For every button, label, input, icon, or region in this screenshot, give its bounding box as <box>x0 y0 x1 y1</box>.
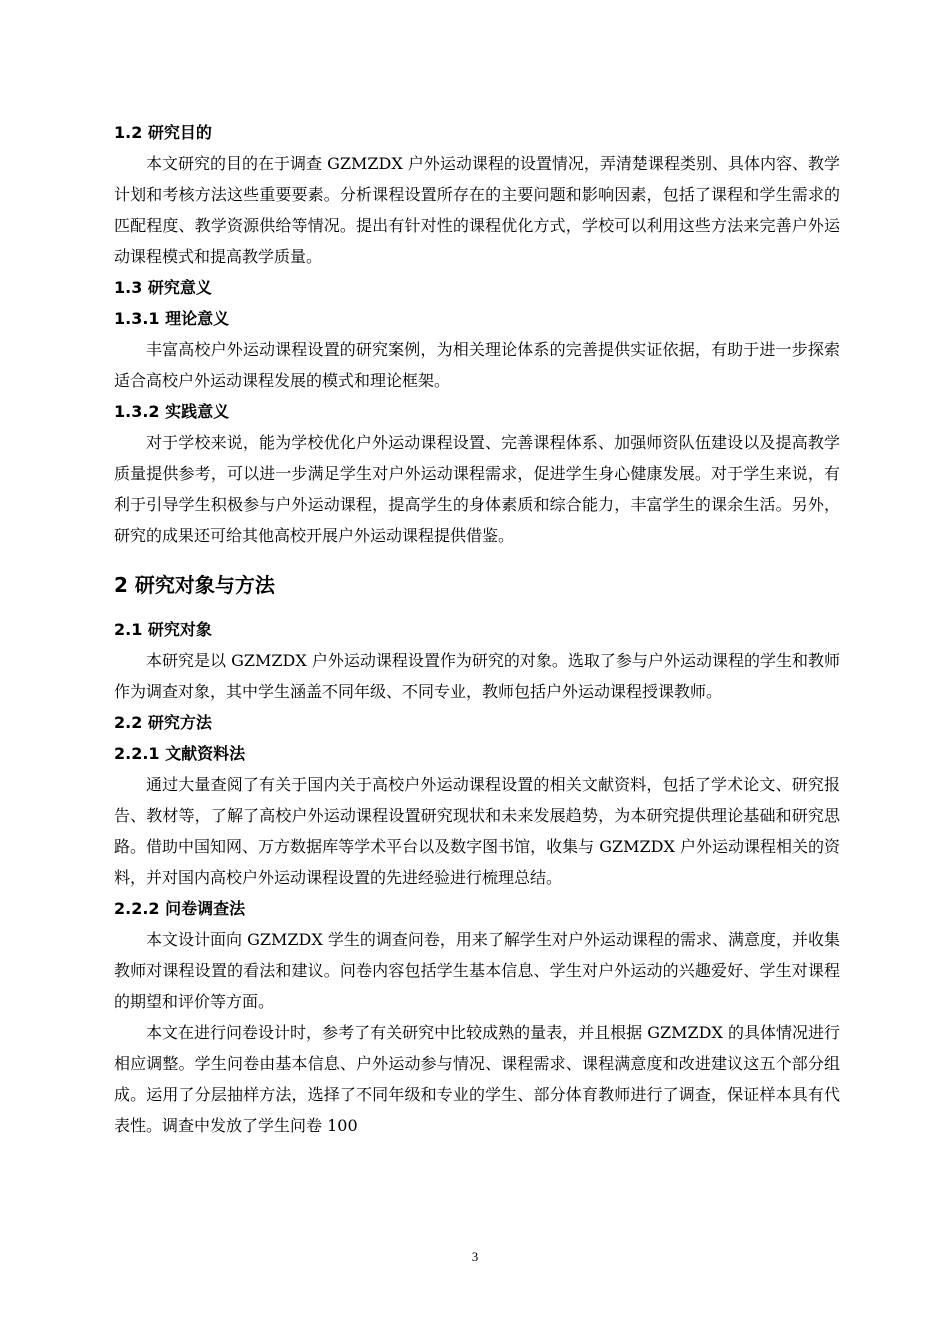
heading-2-2: 2.2 研究方法 <box>114 713 212 732</box>
heading-2-2-1: 2.2.1 文献资料法 <box>114 744 246 763</box>
heading-1-3: 1.3 研究意义 <box>114 278 212 297</box>
paragraph-theoretical-significance: 丰富高校户外运动课程设置的研究案例，为相关理论体系的完善提供实证依据，有助于进一步探索适合高校户外运动课程发展的模式和理论框架。 <box>114 340 840 390</box>
heading-1-3-1: 1.3.1 理论意义 <box>114 309 230 328</box>
paragraph-literature-method: 通过大量查阅了有关于国内关于高校户外运动课程设置的相关文献资料，包括了学术论文、研究报告、教材等，了解了高校户外运动课程设置研究现状和未来发展趋势，为本研究提供理论基础和研究思路。借助中国知网、万方数据库等学术平台以及数字图书馆，收集与 GZMZDX 户外运动课程相关的资料，并对国内高校户外运动课程设置的先进经验进行梳理总结。 <box>114 775 840 887</box>
heading-1-2: 1.2 研究目的 <box>114 123 212 142</box>
paragraph-questionnaire-method: 本文设计面向 GZMZDX 学生的调查问卷，用来了解学生对户外运动课程的需求、满意度，并收集教师对课程设置的看法和建议。问卷内容包括学生基本信息、学生对户外运动的兴趣爱好、学生对课程的期望和评价等方面。 <box>114 930 840 1011</box>
paragraph-research-purpose: 本文研究的目的在于调查 GZMZDX 户外运动课程的设置情况，弄清楚课程类别、具体内容、教学计划和考核方法这些重要要素。分析课程设置所存在的主要问题和影响因素，包括了课程和学生需求的匹配程度、教学资源供给等情况。提出有针对性的课程优化方式，学校可以利用这些方法来完善户外运动课程模式和提高教学质量。 <box>114 154 840 266</box>
paragraph-research-object: 本研究是以 GZMZDX 户外运动课程设置作为研究的对象。选取了参与户外运动课程的学生和教师作为调查对象，其中学生涵盖不同年级、不同专业，教师包括户外运动课程授课教师。 <box>114 651 840 701</box>
heading-2: 2 研究对象与方法 <box>114 573 275 597</box>
heading-2-1: 2.1 研究对象 <box>114 620 212 639</box>
page-number: 3 <box>471 1249 479 1264</box>
paragraph-questionnaire-design: 本文在进行问卷设计时，参考了有关研究中比较成熟的量表，并且根据 GZMZDX 的具体情况进行相应调整。学生问卷由基本信息、户外运动参与情况、课程需求、课程满意度和改进建议这五个部分组成。运用了分层抽样方法，选择了不同年级和专业的学生、部分体育教师进行了调查，保证样本具有代表性。调查中发放了学生问卷 100 <box>114 1023 840 1135</box>
page-body <box>114 117 840 1141</box>
heading-1-3-2: 1.3.2 实践意义 <box>114 402 230 421</box>
paragraph-practical-significance: 对于学校来说，能为学校优化户外运动课程设置、完善课程体系、加强师资队伍建设以及提高教学质量提供参考，可以进一步满足学生对户外运动课程需求，促进学生身心健康发展。对于学生来说，有利于引导学生积极参与户外运动课程，提高学生的身体素质和综合能力，丰富学生的课余生活。另外，研究的成果还可给其他高校开展户外运动课程提供借鉴。 <box>114 433 840 545</box>
heading-2-2-2: 2.2.2 问卷调查法 <box>114 899 246 918</box>
